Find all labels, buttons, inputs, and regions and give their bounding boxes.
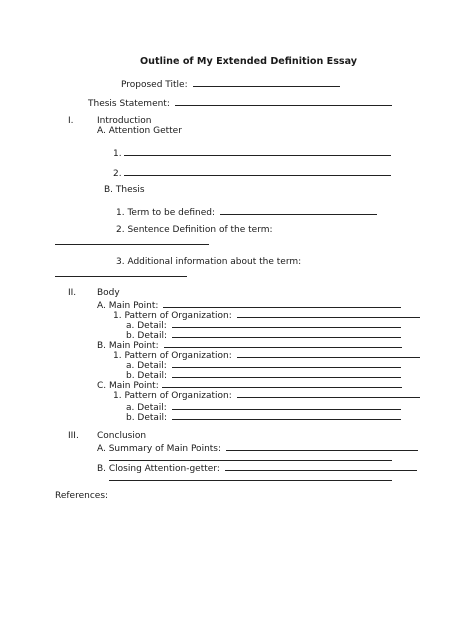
detail-label: b. Detail: [126, 371, 167, 381]
attention-getter-item-2 [113, 167, 391, 179]
attention-getter-item-1 [113, 147, 391, 159]
thesis-statement-blank[interactable] [175, 97, 392, 106]
detail-label: b. Detail: [126, 331, 167, 341]
document-title: Outline of My Extended Definition Essay [140, 56, 358, 67]
attention-getter-label: A. Attention Getter [97, 126, 182, 136]
item-number: 1. [113, 149, 122, 159]
pattern-a-label: 1. Pattern of Organization: [113, 311, 232, 321]
section-2-numeral: II. [68, 288, 77, 298]
main-point-c-blank[interactable] [162, 379, 402, 388]
main-point-a-label: A. Main Point: [97, 301, 159, 311]
summary-row [97, 442, 418, 454]
closing-blank-continued[interactable] [109, 480, 392, 481]
detail-label: a. Detail: [126, 403, 167, 413]
term-to-define-label: 1. Term to be defined: [116, 208, 216, 218]
section-1-numeral: I. [68, 116, 74, 126]
summary-blank[interactable] [226, 442, 418, 451]
pattern-c-blank[interactable] [237, 389, 420, 398]
closing-row [97, 462, 417, 474]
sentence-definition-blank[interactable] [55, 244, 209, 245]
detail-blank[interactable] [172, 319, 401, 328]
references-label: References: [55, 491, 109, 501]
body-detail-c-b [126, 411, 401, 423]
thesis-statement-row [88, 97, 392, 109]
additional-info-label: 3. Additional information about the term: [116, 257, 302, 267]
body-pattern-c [113, 389, 420, 401]
attention-getter-blank-1[interactable] [124, 147, 391, 156]
detail-label: a. Detail: [126, 321, 167, 331]
sentence-definition-label: 2. Sentence Definition of the term: [116, 225, 273, 235]
detail-label: b. Detail: [126, 413, 167, 423]
section-3-numeral: III. [68, 431, 79, 441]
proposed-title-blank[interactable] [193, 78, 340, 87]
term-to-define-row [116, 206, 377, 218]
thesis-statement-label: Thesis Statement: [88, 99, 170, 109]
section-1-heading: Introduction [97, 116, 152, 126]
main-point-c-label: C. Main Point: [97, 381, 159, 391]
summary-label: A. Summary of Main Points: [97, 444, 222, 454]
pattern-b-label: 1. Pattern of Organization: [113, 351, 232, 361]
detail-blank[interactable] [172, 369, 401, 378]
attention-getter-blank-2[interactable] [124, 167, 391, 176]
detail-blank[interactable] [172, 401, 401, 410]
detail-blank[interactable] [172, 329, 401, 338]
detail-blank[interactable] [172, 411, 401, 420]
detail-label: a. Detail: [126, 361, 167, 371]
item-number: 2. [113, 169, 122, 179]
closing-blank[interactable] [225, 462, 417, 471]
thesis-subheading: B. Thesis [104, 185, 145, 195]
main-point-b-label: B. Main Point: [97, 341, 159, 351]
pattern-b-blank[interactable] [237, 349, 420, 358]
pattern-a-blank[interactable] [237, 309, 420, 318]
main-point-a-blank[interactable] [163, 299, 401, 308]
closing-label: B. Closing Attention-getter: [97, 464, 220, 474]
term-to-define-blank[interactable] [220, 206, 377, 215]
section-2-heading: Body [97, 288, 120, 298]
proposed-title-row [121, 78, 340, 90]
main-point-b-blank[interactable] [164, 339, 402, 348]
proposed-title-label: Proposed Title: [121, 80, 188, 90]
pattern-c-label: 1. Pattern of Organization: [113, 391, 232, 401]
additional-info-blank[interactable] [55, 276, 187, 277]
summary-blank-continued[interactable] [109, 460, 392, 461]
section-3-heading: Conclusion [97, 431, 147, 441]
detail-blank[interactable] [172, 359, 401, 368]
